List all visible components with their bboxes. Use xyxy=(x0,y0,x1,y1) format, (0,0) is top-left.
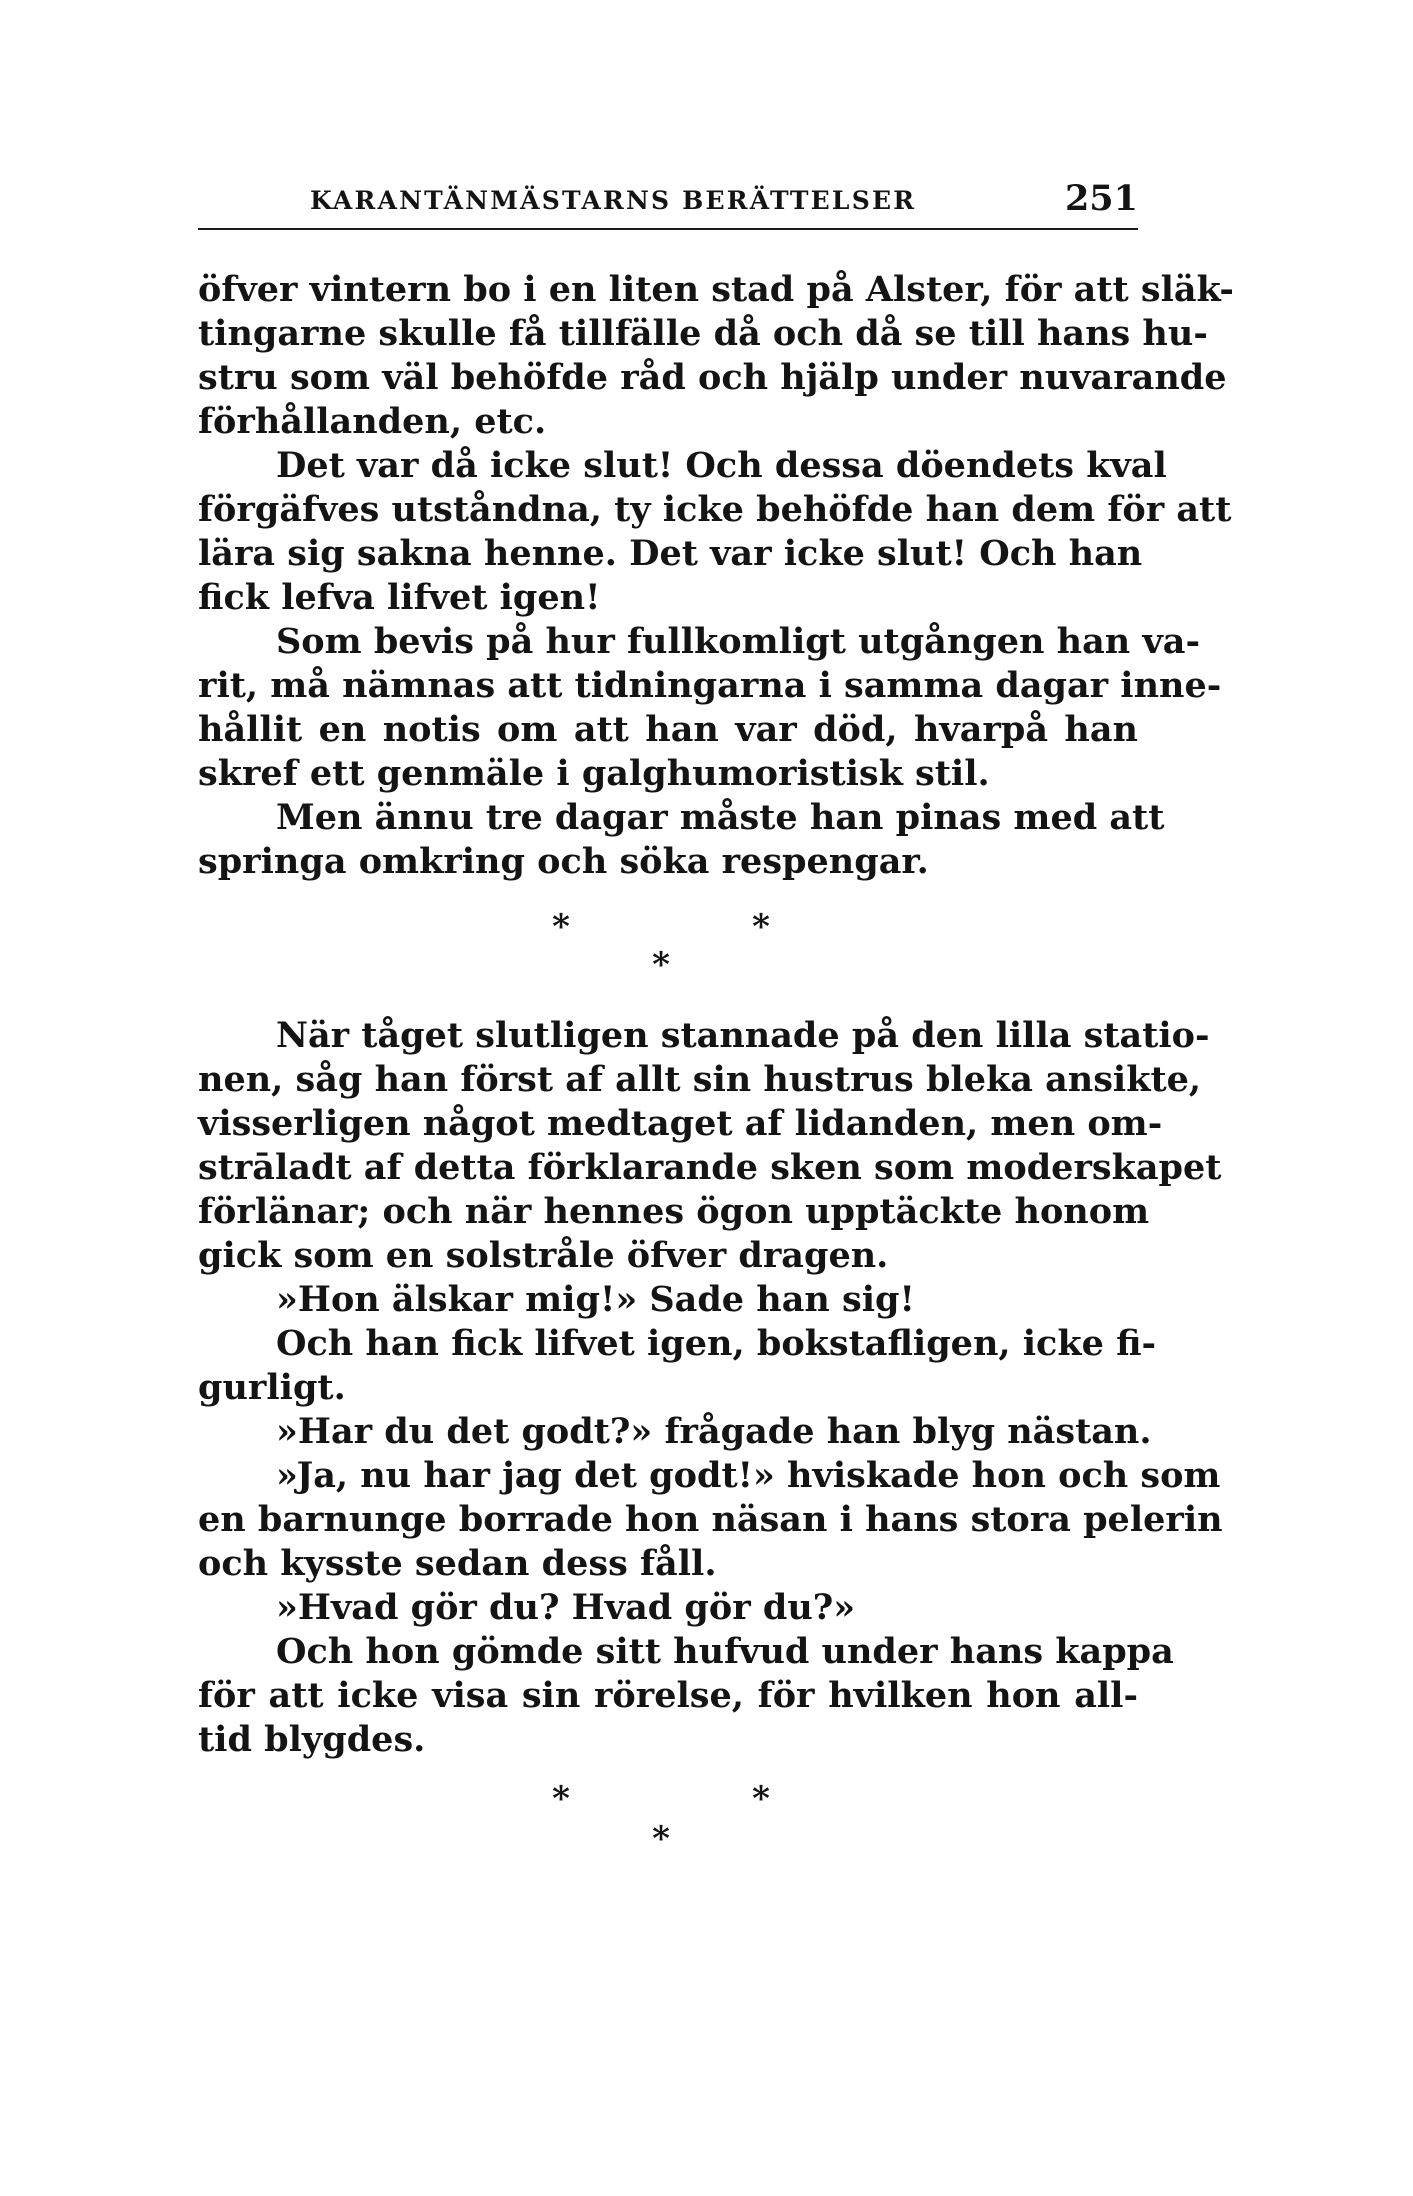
text-line: hållit en notis om att han var död, hvarpå han xyxy=(198,709,1138,750)
asterism-star: * xyxy=(652,945,670,985)
running-head xyxy=(198,178,1138,226)
text-line: öfver vintern bo i en liten stad på Alster, för att släk- xyxy=(198,269,1234,310)
text-line: förgäfves utståndna, ty icke behöfde han dem för att xyxy=(198,489,1232,530)
text-line: tid blygdes. xyxy=(198,1719,426,1760)
page-number: 251 xyxy=(1064,178,1138,219)
header-rule xyxy=(198,228,1138,230)
asterism-star: * xyxy=(752,1779,770,1819)
text-line: Som bevis på hur fullkomligt utgången han va- xyxy=(276,621,1200,662)
text-line: visserligen något medtaget af lidanden, men om- xyxy=(198,1103,1163,1144)
text-line: rit, må nämnas att tidningarna i samma dagar inne- xyxy=(198,665,1222,706)
text-line: nen, såg han först af allt sin hustrus bleka ansikte, xyxy=(198,1059,1202,1100)
text-line: förhållanden, etc. xyxy=(198,401,547,442)
text-line: Men ännu tre dagar måste han pinas med att xyxy=(276,797,1165,838)
text-line: När tåget slutligen stannade på den lilla statio- xyxy=(276,1015,1210,1056)
text-line: »Hon älskar mig!» Sade han sig! xyxy=(276,1279,915,1320)
asterism-star: * xyxy=(552,907,570,947)
text-line: gurligt. xyxy=(198,1367,346,1408)
text-line: Och hon gömde sitt hufvud under hans kappa xyxy=(276,1631,1174,1672)
text-line: och kysste sedan dess fåll. xyxy=(198,1543,717,1584)
asterism-star: * xyxy=(752,907,770,947)
text-line: för att icke visa sin rörelse, för hvilken hon all- xyxy=(198,1675,1138,1716)
text-line: tingarne skulle få tillfälle då och då se till hans hu- xyxy=(198,313,1208,354)
text-line: Och han fick lifvet igen, bokstafligen, icke fi- xyxy=(276,1323,1157,1364)
text-line: »Hvad gör du? Hvad gör du?» xyxy=(276,1587,856,1628)
text-line: stru som väl behöfde råd och hjälp under nuvarande xyxy=(198,357,1227,398)
asterism-star: * xyxy=(652,1819,670,1859)
text-line: »Ja, nu har jag det godt!» hviskade hon och som xyxy=(276,1455,1221,1496)
text-line: springa omkring och söka respengar. xyxy=(198,841,929,882)
text-line: förlänar; och när hennes ögon upptäckte honom xyxy=(198,1191,1150,1232)
text-line: Det var då icke slut! Och dessa döendets kval xyxy=(276,445,1167,486)
text-line: strāladt af detta förklarande sken som moderskapet xyxy=(198,1147,1222,1188)
text-line: gick som en solstråle öfver dragen. xyxy=(198,1235,889,1276)
asterism-star: * xyxy=(552,1779,570,1819)
text-line: lära sig sakna henne. Det var icke slut! Och han xyxy=(198,533,1143,574)
text-line: fick lefva lifvet igen! xyxy=(198,577,601,618)
text-line: en barnunge borrade hon näsan i hans stora pelerin xyxy=(198,1499,1223,1540)
text-line: skref ett genmäle i galghumoristisk stil. xyxy=(198,753,990,794)
text-line: »Har du det godt?» frågade han blyg nästan. xyxy=(276,1411,1152,1452)
running-title: KARANTÄNMÄSTARNS BERÄTTELSER xyxy=(310,186,917,215)
